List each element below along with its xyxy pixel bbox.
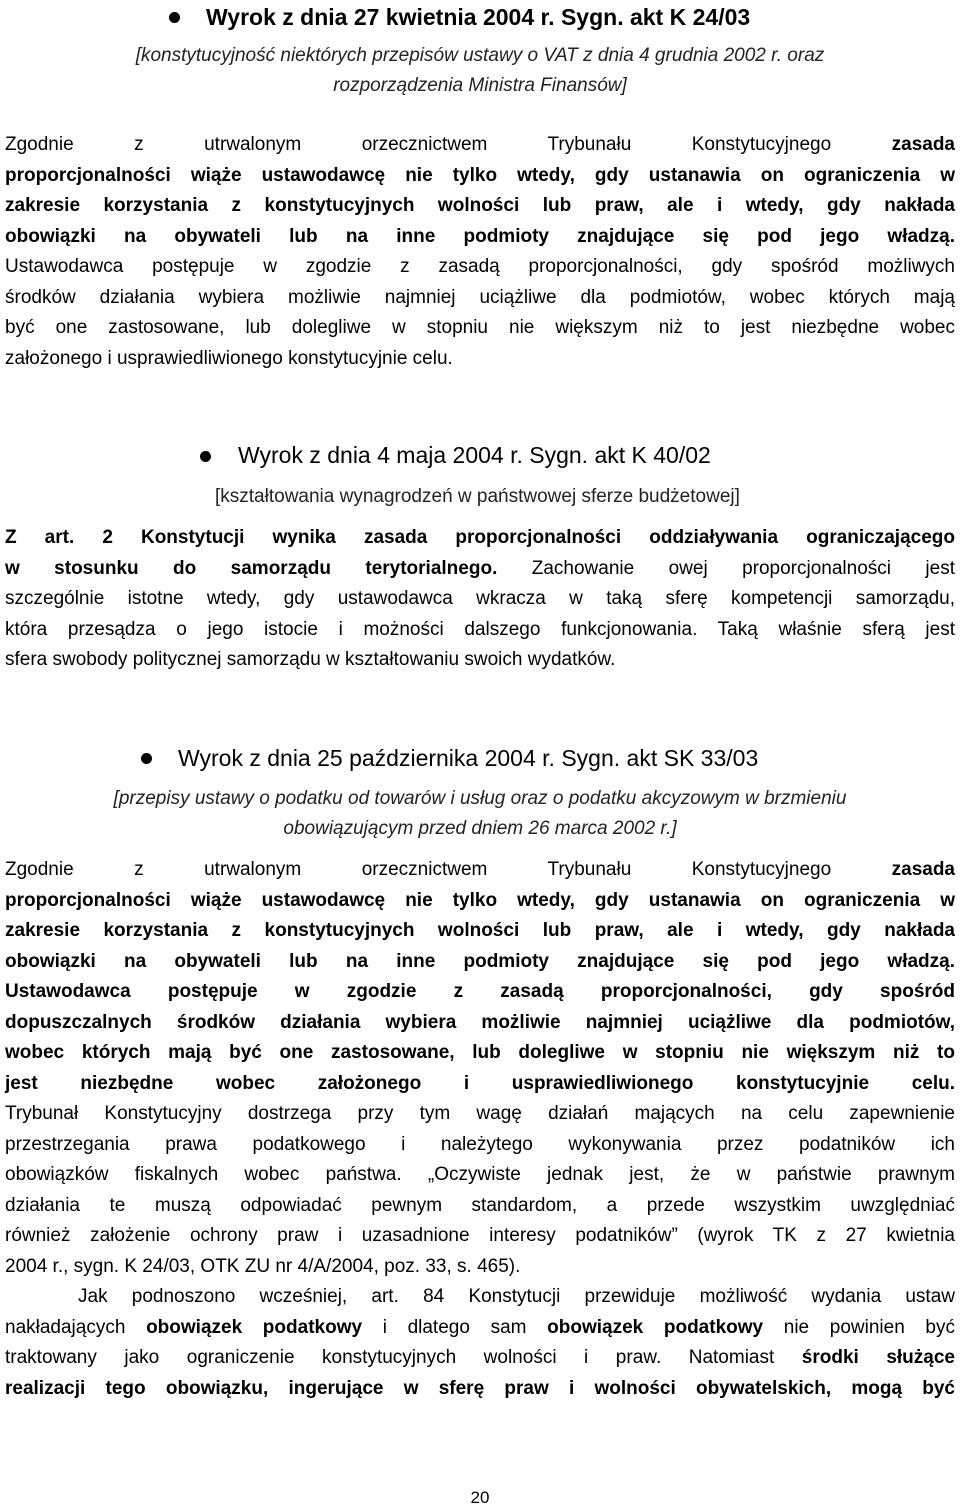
- paragraph-line: traktowany jako ograniczenie konstytucyjnych wolności i praw. Natomiast środki służące: [5, 1347, 955, 1368]
- paragraph-line: proporcjonalności wiąże ustawodawcę nie tylko wtedy, gdy ustanawia on ograniczenia w: [5, 164, 955, 186]
- judgment-subtitle-3a: [przepisy ustawy o podatku od towarów i usług oraz o podatku akcyzowym w brzmieniu: [113, 788, 847, 809]
- paragraph-line: Ustawodawca postępuje w zgodzie z zasadą proporcjonalności, gdy spośród możliwych: [5, 256, 955, 277]
- bullet-icon: [200, 451, 211, 462]
- paragraph-line: zakresie korzystania z konstytucyjnych wolności lub praw, ale i wtedy, gdy nakłada: [5, 195, 955, 216]
- paragraph-line: obowiązki na obywateli lub na inne podmioty znajdujące się pod jego władzą.: [5, 950, 955, 972]
- paragraph-line: jest niezbędne wobec założonego i usprawiedliwionego konstytucyjnie celu.: [5, 1072, 955, 1094]
- paragraph-line: Zgodnie z utrwalonym orzecznictwem Trybunału Konstytucyjnego zasada: [5, 134, 955, 155]
- judgment-heading-2: Wyrok z dnia 4 maja 2004 r. Sygn. akt K 40/02: [238, 442, 711, 468]
- paragraph-line: założonego i usprawiedliwionego konstytucyjnie celu.: [5, 347, 453, 369]
- judgment-heading-3: Wyrok z dnia 25 października 2004 r. Sygn. akt SK 33/03: [178, 745, 759, 771]
- page-number: 20: [470, 1488, 490, 1507]
- judgment-heading-1: Wyrok z dnia 27 kwietnia 2004 r. Sygn. akt K 24/03: [206, 4, 751, 30]
- paragraph-line: przestrzegania prawa podatkowego i należytego wykonywania przez podatników ich: [5, 1133, 955, 1155]
- paragraph-line: zakresie korzystania z konstytucyjnych wolności lub praw, ale i wtedy, gdy nakłada: [5, 920, 955, 941]
- judgment-text-3: [5, 855, 955, 1404]
- judgment-text-1: [5, 130, 955, 374]
- paragraph-line: obowiązki na obywateli lub na inne podmioty znajdujące się pod jego władzą.: [5, 225, 955, 247]
- paragraph-line: Zgodnie z utrwalonym orzecznictwem Trybunału Konstytucyjnego zasada: [5, 859, 955, 880]
- paragraph-line: Trybunał Konstytucyjny dostrzega przy tym wagę działań mających na celu zapewnienie: [5, 1103, 955, 1124]
- paragraph-line: działania te muszą odpowiadać pewnym standardom, a przede wszystkim uwzględniać: [5, 1194, 955, 1216]
- bullet-icon: [169, 12, 180, 23]
- paragraph-line: sfera swobody politycznej samorządu w kształtowaniu swoich wydatków.: [5, 649, 616, 670]
- paragraph-line: również założenie ochrony praw i uzasadnione interesy podatników” (wyrok TK z 27 kwietnia: [5, 1225, 955, 1246]
- paragraph-line: szczególnie istotne wtedy, gdy ustawodawca wkracza w taką sferę kompetencji samorządu,: [5, 588, 955, 609]
- paragraph-line: Z art. 2 Konstytucji wynika zasada proporcjonalności oddziaływania ograniczającego: [5, 527, 955, 548]
- paragraph-line: 2004 r., sygn. K 24/03, OTK ZU nr 4/A/2004, poz. 33, s. 465).: [5, 1255, 521, 1277]
- paragraph-line: obowiązków fiskalnych wobec państwa. „Oczywiste jednak jest, że w państwie prawnym: [5, 1164, 955, 1185]
- judgment-subtitle-3b: obowiązującym przed dniem 26 marca 2002 r.]: [283, 818, 677, 839]
- paragraph-line: proporcjonalności wiąże ustawodawcę nie tylko wtedy, gdy ustanawia on ograniczenia w: [5, 889, 955, 911]
- paragraph-line: dopuszczalnych środków działania wybiera możliwie najmniej uciążliwe dla podmiotów,: [5, 1011, 955, 1033]
- paragraph-line: Jak podnoszono wcześniej, art. 84 Konstytucji przewiduje możliwość wydania ustaw: [78, 1286, 955, 1307]
- paragraph-line: która przesądza o jego istocie i możności dalszego funkcjonowania. Taką właśnie sferą jest: [5, 618, 955, 640]
- judgment-subtitle-2: [kształtowania wynagrodzeń w państwowej sferze budżetowej]: [215, 486, 740, 507]
- paragraph-line: w stosunku do samorządu terytorialnego. Zachowanie owej proporcjonalności jest: [5, 557, 955, 579]
- paragraph-line: Ustawodawca postępuje w zgodzie z zasadą proporcjonalności, gdy spośród: [5, 981, 955, 1002]
- paragraph-line: nakładających obowiązek podatkowy i dlatego sam obowiązek podatkowy nie powinien być: [5, 1316, 955, 1338]
- paragraph-line: realizacji tego obowiązku, ingerujące w sferę praw i wolności obywatelskich, mogą być: [5, 1377, 955, 1399]
- paragraph-line: środków działania wybiera możliwie najmniej uciążliwe dla podmiotów, wobec których mają: [5, 286, 955, 308]
- paragraph-line: być one zastosowane, lub dolegliwe w stopniu nie większym niż to jest niezbędne wobec: [5, 317, 955, 338]
- paragraph-line: wobec których mają być one zastosowane, lub dolegliwe w stopniu nie większym niż to: [5, 1042, 955, 1063]
- judgment-subtitle-1b: rozporządzenia Ministra Finansów]: [333, 75, 627, 96]
- judgment-subtitle-1a: [konstytucyjność niektórych przepisów ustawy o VAT z dnia 4 grudnia 2002 r. oraz: [135, 45, 825, 66]
- judgment-text-2: [5, 523, 955, 676]
- bullet-icon: [141, 753, 152, 764]
